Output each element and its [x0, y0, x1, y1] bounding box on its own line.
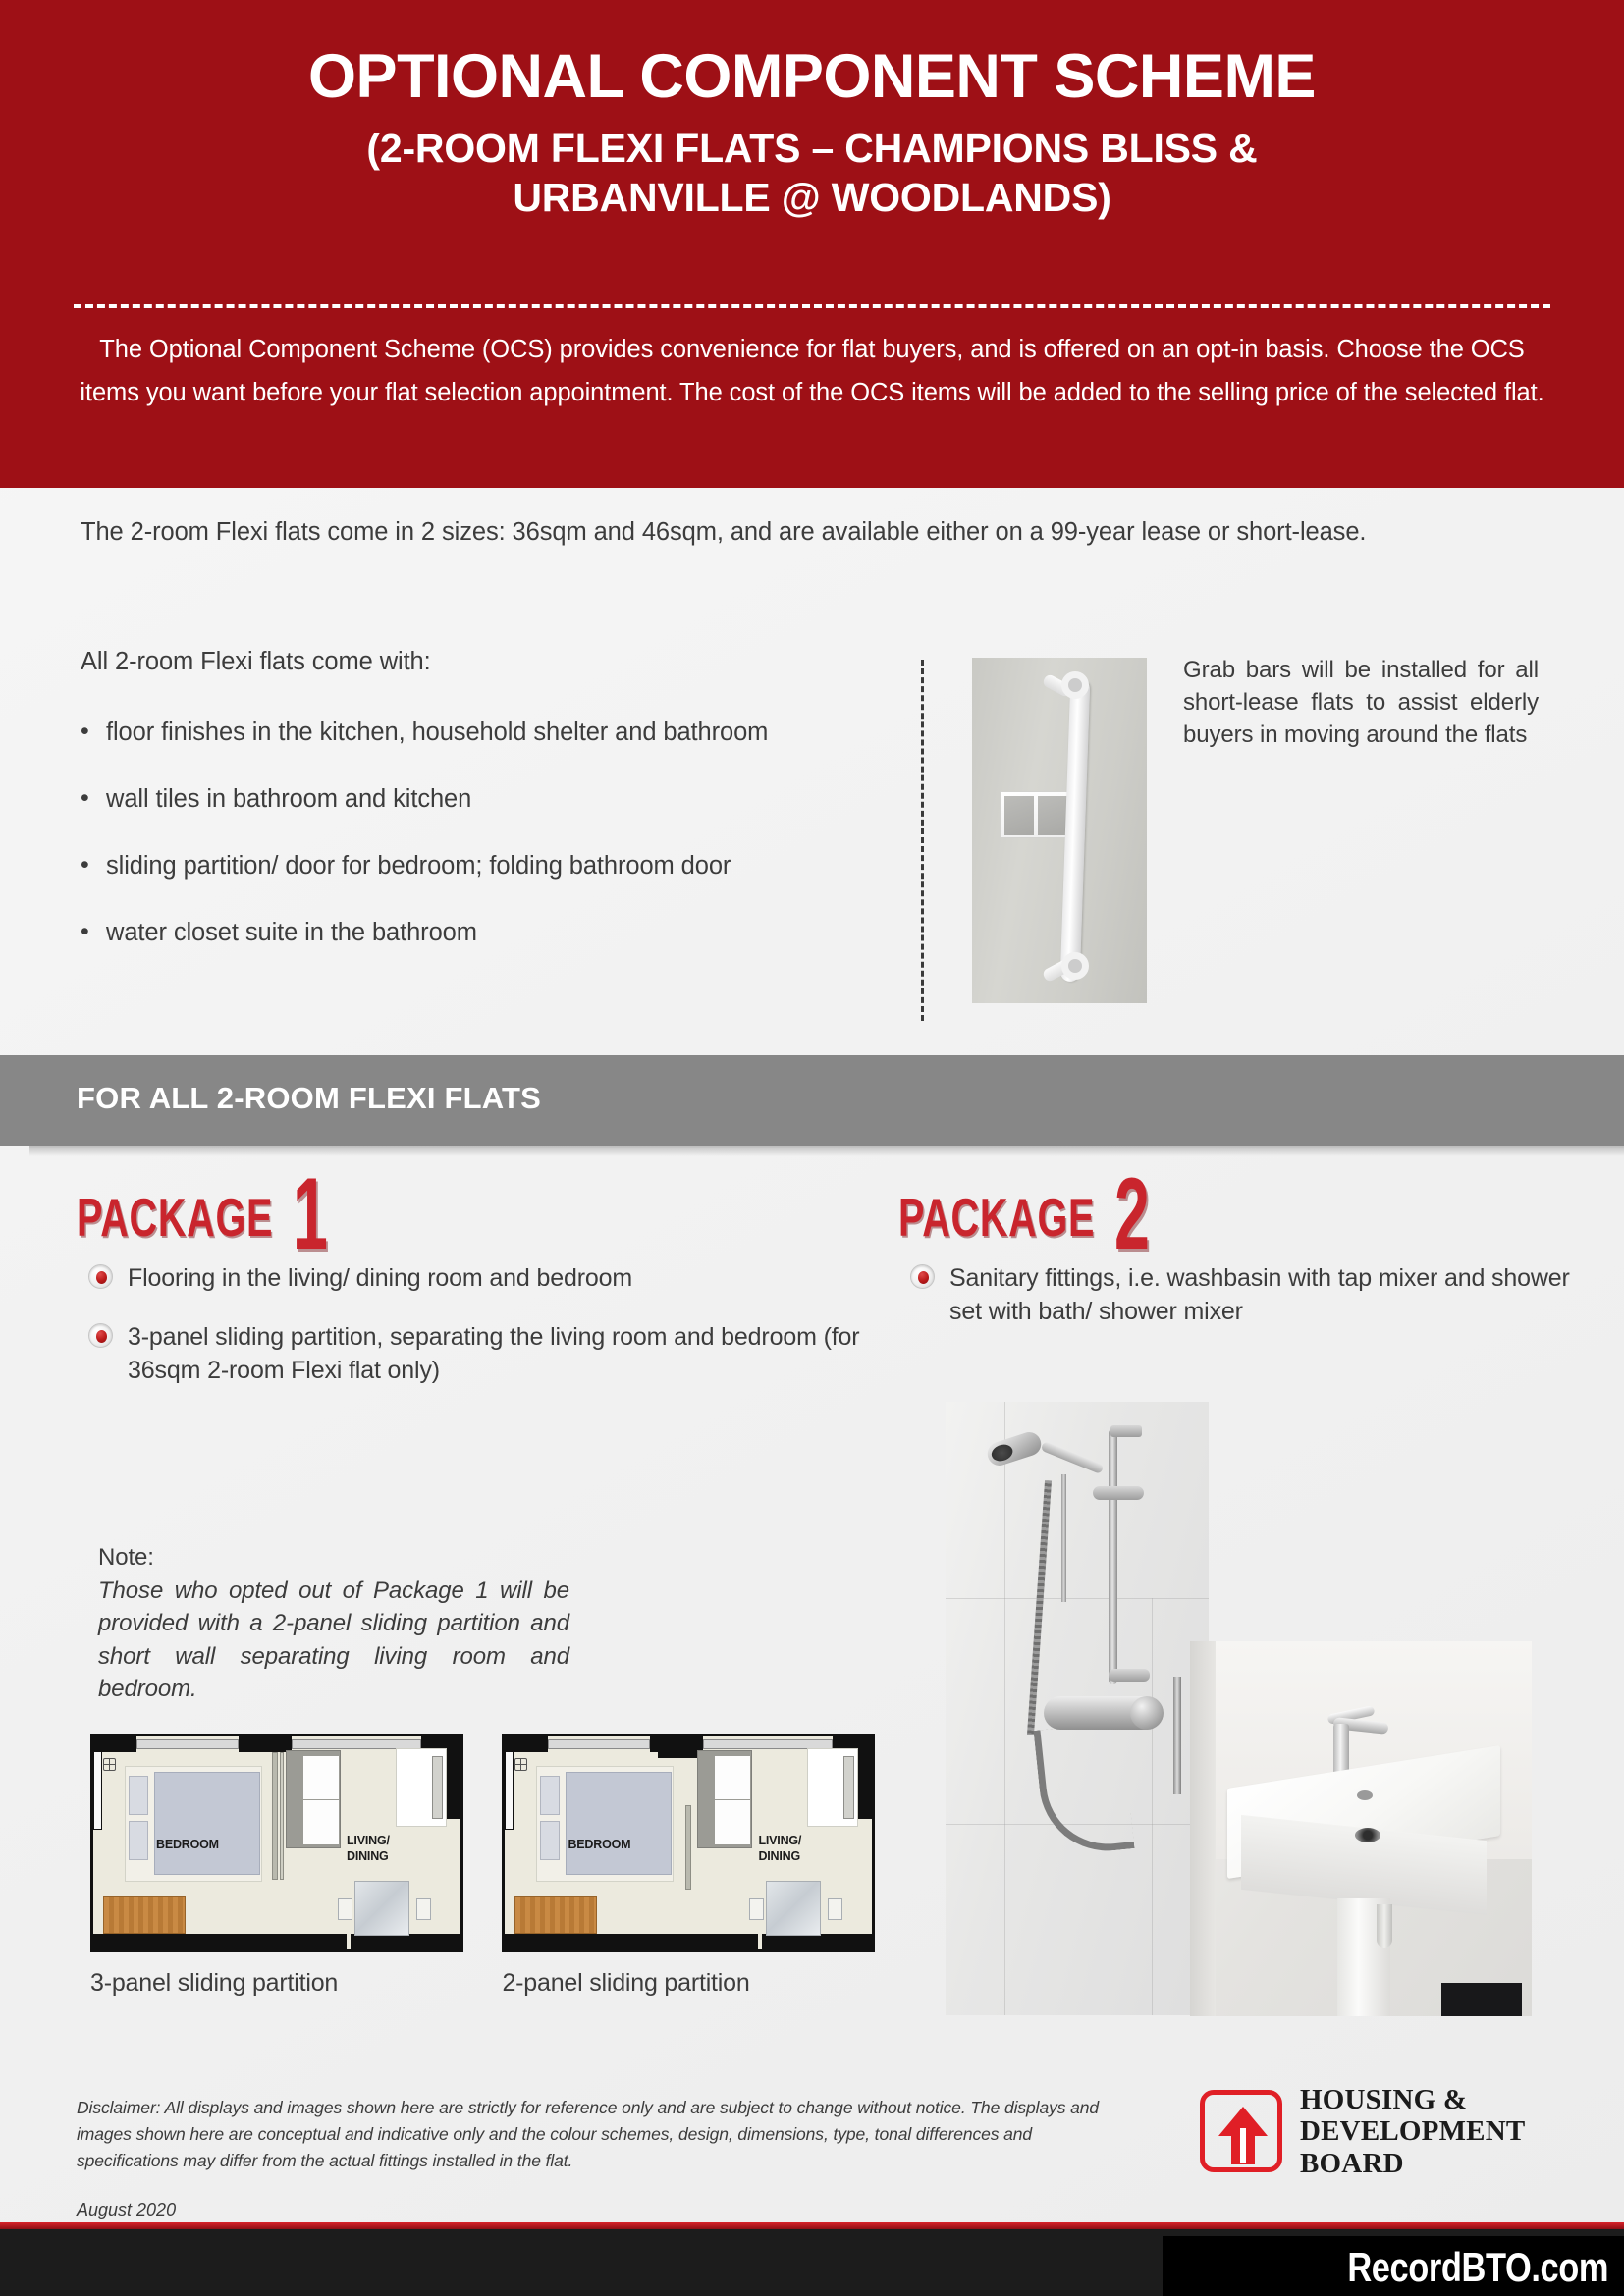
package-1-option[interactable]	[77, 1321, 892, 1388]
short-wall	[658, 1752, 701, 1758]
package-2-word: PACKAGE	[898, 1187, 1096, 1248]
vertical-dashed-divider	[921, 660, 924, 1021]
list-item: • water closet suite in the bathroom	[81, 917, 905, 950]
list-item: • floor finishes in the kitchen, household shelter and bathroom	[81, 717, 905, 750]
room-label-living-2: DINING	[347, 1849, 389, 1863]
hdb-logo-line2: DEVELOPMENT	[1300, 2115, 1526, 2148]
package-2-block	[898, 1157, 1586, 1355]
window-right	[432, 1756, 443, 1819]
wall-edge	[1190, 1641, 1216, 2016]
door-symbol-icon	[103, 1758, 116, 1771]
wall-segment	[856, 1750, 872, 1819]
chair-furniture	[338, 1898, 352, 1920]
footer-red-rule	[0, 2222, 1624, 2229]
package-2-option[interactable]	[898, 1262, 1586, 1329]
dining-table-furniture	[766, 1881, 821, 1936]
grab-bar-caption: Grab bars will be installed for all short-lease flats to assist elderly buyers in moving around the flats	[1183, 657, 1539, 749]
page-subtitle-line2: URBANVILLE @ WOODLANDS)	[513, 175, 1111, 221]
package-1-option-label: 3-panel sliding partition, separating the living room and bedroom (for 36sqm 2-room Flexi flat only)	[128, 1322, 860, 1384]
bed-furniture	[566, 1772, 672, 1875]
intro-bullet-list	[81, 717, 905, 984]
wall-segment	[239, 1736, 292, 1752]
package-1-number: 1	[293, 1157, 328, 1271]
floor-plan-3-panel	[90, 1734, 463, 1997]
door-symbol-icon	[514, 1758, 527, 1771]
floor-plan-caption: 2-panel sliding partition	[502, 1969, 750, 1997]
chair-furniture	[828, 1898, 842, 1920]
note-label: Note:	[98, 1544, 154, 1571]
chair-furniture	[749, 1898, 764, 1920]
pillow	[540, 1776, 560, 1815]
section-band	[0, 1055, 1624, 1146]
sliding-partition-panel	[280, 1752, 284, 1880]
chair-furniture	[416, 1898, 431, 1920]
header-description: The Optional Component Scheme (OCS) provides convenience for flat buyers, and is offered on an opt-in basis. Choose the OCS items you want before your flat selection appointment. The cost of the OCS items will be added to the selling price of the selected flat.	[80, 336, 1544, 406]
floor-plan-gallery	[90, 1734, 905, 1997]
pillow	[129, 1821, 148, 1860]
wall-switch-detail	[1000, 791, 1070, 838]
wall-rod	[1173, 1677, 1181, 1794]
hdb-logo-line1: HOUSING &	[1300, 2084, 1468, 2115]
floor-plan-2-panel	[502, 1734, 875, 1997]
header-banner	[0, 0, 1624, 488]
wall-segment	[650, 1736, 703, 1752]
publication-date: August 2020	[77, 2200, 177, 2219]
radio-bullet-icon	[88, 1323, 113, 1348]
shower-rail	[1109, 1429, 1117, 1684]
tap-mixer	[1333, 1724, 1349, 1775]
package-2-heading	[898, 1157, 1586, 1271]
grab-bar-mount-top	[1061, 671, 1089, 699]
package-1-note	[98, 1541, 569, 1706]
mixer-knob	[1130, 1696, 1164, 1730]
watermark-text: RecordBTO.com	[1347, 2244, 1608, 2290]
floor-plan-diagram	[502, 1734, 875, 1952]
wall-segment	[505, 1736, 548, 1752]
rail-bracket-bottom	[1109, 1669, 1150, 1682]
sofa-furniture	[286, 1750, 341, 1848]
window-right	[843, 1756, 854, 1819]
floor-plan-diagram	[90, 1734, 463, 1952]
wall-fixture-rod	[1061, 1474, 1066, 1602]
page-subtitle-line1: (2-ROOM FLEXI FLATS – CHAMPIONS BLISS &	[366, 126, 1258, 172]
list-item: • wall tiles in bathroom and kitchen	[81, 783, 905, 817]
package-1-block	[77, 1157, 892, 1413]
wall-segment	[762, 1934, 872, 1949]
rug-furniture	[514, 1896, 597, 1934]
hdb-logo-line3: BOARD	[1300, 2147, 1404, 2179]
section-band-label: FOR ALL 2-ROOM FLEXI FLATS	[77, 1081, 542, 1115]
dining-table-furniture	[354, 1881, 409, 1936]
hdb-logo-text	[1300, 2084, 1525, 2179]
wall-segment	[505, 1934, 758, 1949]
rug-furniture	[103, 1896, 186, 1934]
pillow	[129, 1776, 148, 1815]
intro-list-heading: All 2-room Flexi flats come with:	[81, 648, 431, 675]
bed-furniture	[154, 1772, 260, 1875]
room-label-bedroom: BEDROOM	[568, 1838, 631, 1851]
rail-bracket-top	[1110, 1425, 1142, 1437]
shower-set-photo	[946, 1402, 1209, 2015]
washbasin-photo	[1190, 1641, 1532, 2016]
grab-bar-mount-bottom	[1061, 952, 1089, 980]
grab-bar-photo	[972, 658, 1147, 1003]
hdb-house-icon	[1200, 2090, 1282, 2172]
package-1-option-label: Flooring in the living/ dining room and bedroom	[128, 1264, 633, 1292]
sofa-furniture	[697, 1750, 752, 1848]
disclaimer-text: Disclaimer: All displays and images shown here are strictly for reference only and are subject to change without notice. The displays and images shown here are conceptual and indicative only and the colour schemes, design, dimensions, type, tonal differences and specifications may differ from the actual fittings installed in the flat.	[77, 2098, 1100, 2171]
radio-bullet-icon	[88, 1264, 113, 1289]
sliding-partition-panel	[272, 1752, 278, 1880]
overflow-hole	[1357, 1790, 1373, 1800]
room-label-living-2: DINING	[758, 1849, 801, 1863]
room-label-bedroom: BEDROOM	[156, 1838, 219, 1851]
wall-segment	[445, 1750, 460, 1819]
package-1-heading	[77, 1157, 892, 1271]
sliding-partition-panel	[685, 1805, 691, 1890]
pillow	[540, 1821, 560, 1860]
package-2-number: 2	[1114, 1157, 1150, 1271]
waste-pipe	[1377, 1904, 1392, 1948]
room-label-living-1: LIVING/	[347, 1834, 390, 1847]
list-item: • sliding partition/ door for bedroom; folding bathroom door	[81, 850, 905, 883]
note-text: Those who opted out of Package 1 will be provided with a 2-panel sliding partition and short wall separating living room and bedroom.	[98, 1576, 569, 1703]
rail-bracket-middle	[1093, 1486, 1144, 1500]
watermark-box	[1163, 2236, 1624, 2296]
package-1-word: PACKAGE	[77, 1187, 274, 1248]
package-1-option[interactable]	[77, 1262, 892, 1296]
room-label-living-1: LIVING/	[758, 1834, 802, 1847]
window-top-left	[136, 1739, 239, 1749]
hdb-logo	[1200, 2084, 1573, 2190]
band-shadow	[29, 1146, 1624, 1156]
wall-segment	[93, 1934, 347, 1949]
floor-shadow	[1441, 1983, 1522, 2016]
floor-plan-caption: 3-panel sliding partition	[90, 1969, 339, 1997]
page-title: OPTIONAL COMPONENT SCHEME	[308, 42, 1316, 111]
wall-segment	[93, 1736, 136, 1752]
radio-bullet-icon	[910, 1264, 935, 1289]
header-dashed-divider	[74, 304, 1550, 308]
package-2-option-label: Sanitary fittings, i.e. washbasin with tap mixer and shower set with bath/ shower mixer	[949, 1264, 1570, 1325]
window-top-left	[548, 1739, 650, 1749]
drain-hole	[1355, 1828, 1380, 1842]
wall-segment	[351, 1934, 460, 1949]
intro-paragraph: The 2-room Flexi flats come in 2 sizes: 36sqm and 46sqm, and are available either on a 99-year lease or short-lease.	[81, 518, 1367, 546]
grab-bar-rail	[1060, 679, 1091, 983]
